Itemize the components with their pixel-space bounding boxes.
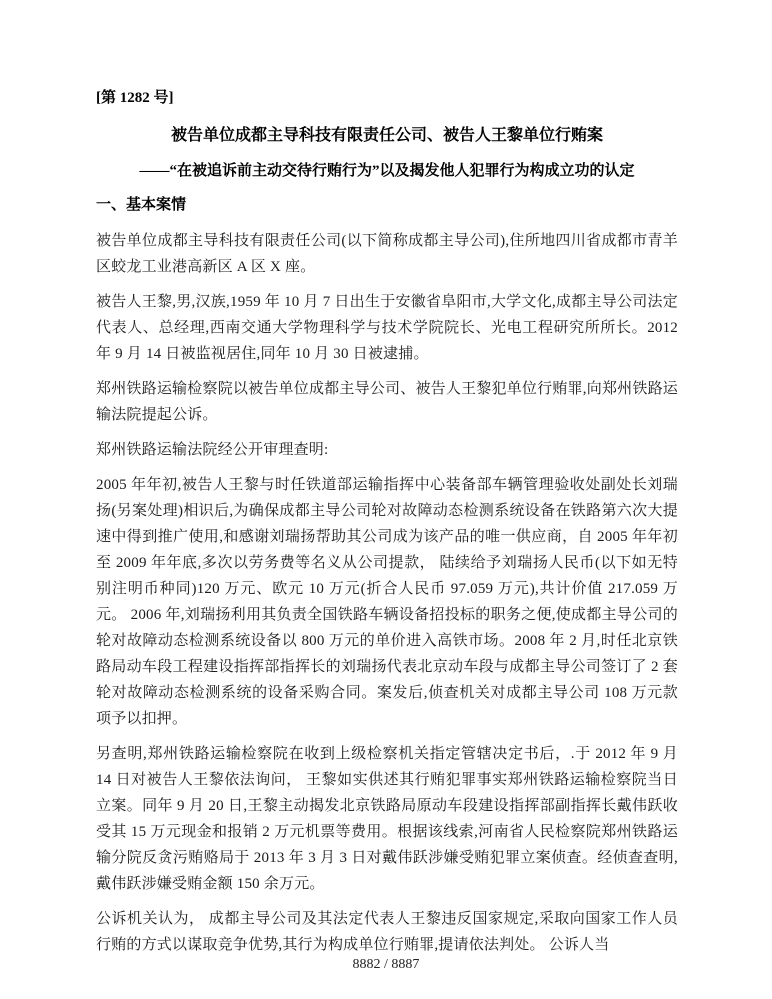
case-subtitle: ——“在被追诉前主动交待行贿行为”以及揭发他人犯罪行为构成立功的认定 — [139, 163, 635, 179]
body-paragraph-defendant-person: 被告人王黎,男,汉族,1959 年 10 月 7 日出生于安徽省阜阳市,大学文化,成都主导公司法定代表人、总经理,西南交通大学物理科学与技术学院院长、光电工程研究所所长。2012 年 9 月 14 日被监视居住,同年 10 月 30 日被逮捕。 — [96, 294, 678, 362]
case-title: 被告单位成都主导科技有限责任公司、被告人王黎单位行贿案 — [170, 127, 603, 144]
body-paragraph-facts-bribery: 2005 年年初,被告人王黎与时任铁道部运输指挥中心装备部车辆管理验收处副处长刘瑞扬(另案处理)相识后,为确保成都主导公司轮对故障动态检测系统设备在铁路第六次大提速中得到推广使用,和感谢刘瑞扬帮助其公司成为该产品的唯一供应商，自 2005 年年初至 2009 年年底,多次以劳务费等名义从公司提款， 陆续给予刘瑞扬人民币(以下如无特别注明币种同)120 万元、欧元 10 万元(折合人民币 97.059 万元),共计价值 217.059 万元。 2006 年,刘瑞扬利用其负责全国铁路车辆设备招投标的职务之便,使成都主导公司的轮对故障动态检测系统设备以 800 万元的单价进入高铁市场。2008 年 2 月,时任北京铁路局动车段工程建设指挥部指挥长的刘瑞扬代表北京动车段与成都主导公司签订了 2 套轮对故障动态检测系统的设备采购合同。案发后,侦查机关对成都主导公司 108 万元款项予以扣押。 — [96, 477, 678, 727]
body-paragraph-facts-disclosure: 另查明,郑州铁路运输检察院在收到上级检察机关指定管辖决定书后，.于 2012 年 9 月 14 日对被告人王黎依法询问， 王黎如实供述其行贿犯罪事实郑州铁路运输检察院当日立案。同年 9 月 20 日,王黎主动揭发北京铁路局原动车段建设指挥部副指挥长戴伟跃收受其 15 万元现金和报销 2 万元机票等费用。根据该线索,河南省人民检察院郑州铁路运输分院反贪污贿赂局于 2013 年 3 月 3 日对戴伟跃涉嫌受贿犯罪立案侦查。经侦查查明,戴伟跃涉嫌受贿金额 150 余万元。 — [96, 746, 678, 892]
body-paragraph-prosecution-opinion: 公诉机关认为， 成都主导公司及其法定代表人王黎违反国家规定,采取向国家工作人员行贿的方式以谋取竞争优势,其行为构成单位行贿罪,提请依法判处。 公诉人当 — [96, 911, 678, 953]
section-heading-basic-facts: 一、基本案情 — [96, 197, 187, 213]
page-number-footer: 8882 / 8887 — [352, 957, 420, 972]
doc-number: [第 1282 号] — [96, 90, 174, 106]
body-paragraph-defendant-company: 被告单位成都主导科技有限责任公司(以下简称成都主导公司),住所地四川省成都市青羊区蛟龙工业港高新区 A 区 X 座。 — [96, 233, 678, 275]
body-paragraph-prosecution: 郑州铁路运输检察院以被告单位成都主导公司、被告人王黎犯单位行贿罪,向郑州铁路运输法院提起公诉。 — [96, 381, 678, 423]
body-paragraph-court-trial-intro: 郑州铁路运输法院经公开审理查明: — [96, 442, 329, 458]
